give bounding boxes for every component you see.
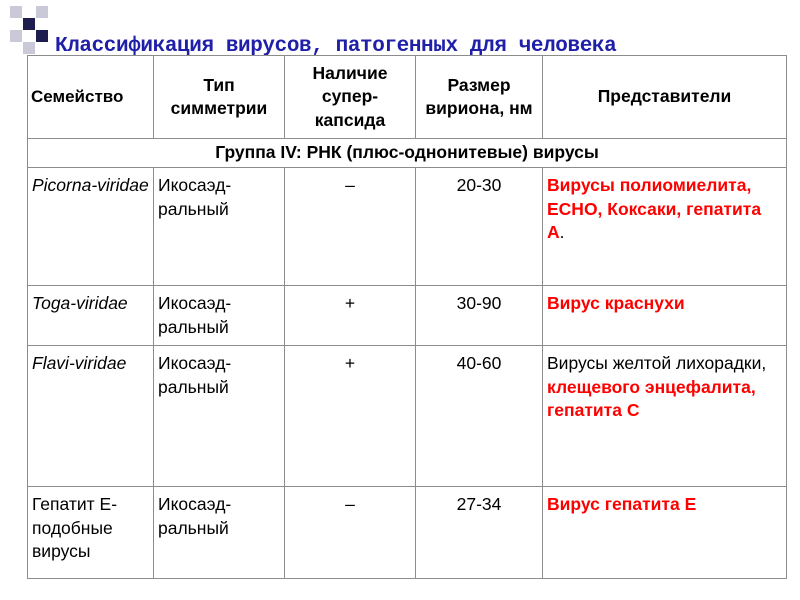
family-cell: Toga-viridae	[28, 286, 154, 346]
representatives-cell	[543, 286, 787, 346]
representatives-cell	[543, 168, 787, 286]
table-row	[28, 168, 787, 286]
header-representatives: Представители	[543, 56, 787, 139]
deco-square	[23, 42, 35, 54]
rep-highlight: Вирус краснухи	[547, 293, 685, 313]
size-cell: 40-60	[416, 346, 543, 487]
header-symmetry: Тип симметрии	[154, 56, 285, 139]
size-cell: 30-90	[416, 286, 543, 346]
representatives-cell	[543, 346, 787, 487]
rep-highlight: клещевого энцефалита, гепатита С	[547, 376, 756, 420]
symmetry-cell: Икосаэд-ральный	[154, 346, 285, 487]
family-cell: Гепатит Е-подобные вирусы	[28, 487, 154, 579]
supercapsid-cell: –	[285, 168, 416, 286]
table-row	[28, 487, 787, 579]
size-cell: 27-34	[416, 487, 543, 579]
rep-tail: .	[559, 222, 565, 242]
supercapsid-cell: –	[285, 487, 416, 579]
family-cell: Picorna-viridae	[28, 168, 154, 286]
rep-plain: Вирусы желтой лихорадки,	[547, 353, 767, 373]
group-title: Группа IV: РНК (плюс-однонитевые) вирусы	[28, 139, 787, 168]
deco-square	[36, 6, 48, 18]
group-row	[28, 139, 787, 168]
header-family: Семейство	[28, 56, 154, 139]
table-header-row	[28, 56, 787, 139]
rep-highlight: Вирус гепатита Е	[547, 494, 697, 514]
symmetry-cell: Икосаэд-ральный	[154, 286, 285, 346]
deco-square	[10, 6, 22, 18]
supercapsid-cell: +	[285, 286, 416, 346]
family-cell: Flavi-viridae	[28, 346, 154, 487]
table-row	[28, 286, 787, 346]
header-supercapsid: Наличие супер-капсида	[285, 56, 416, 139]
representatives-cell	[543, 487, 787, 579]
virus-classification-table	[27, 55, 787, 579]
size-cell: 20-30	[416, 168, 543, 286]
supercapsid-cell: +	[285, 346, 416, 487]
deco-square	[23, 18, 35, 30]
table-row	[28, 346, 787, 487]
header-size: Размер вириона, нм	[416, 56, 543, 139]
slide-title: Классификация вирусов, патогенных для человека	[55, 35, 617, 58]
deco-square	[10, 30, 22, 42]
symmetry-cell: Икосаэд-ральный	[154, 487, 285, 579]
deco-square	[36, 30, 48, 42]
rep-highlight: Вирусы полиомиелита, ЕСНО, Коксаки, гепатита А	[547, 175, 762, 242]
symmetry-cell: Икосаэд-ральный	[154, 168, 285, 286]
